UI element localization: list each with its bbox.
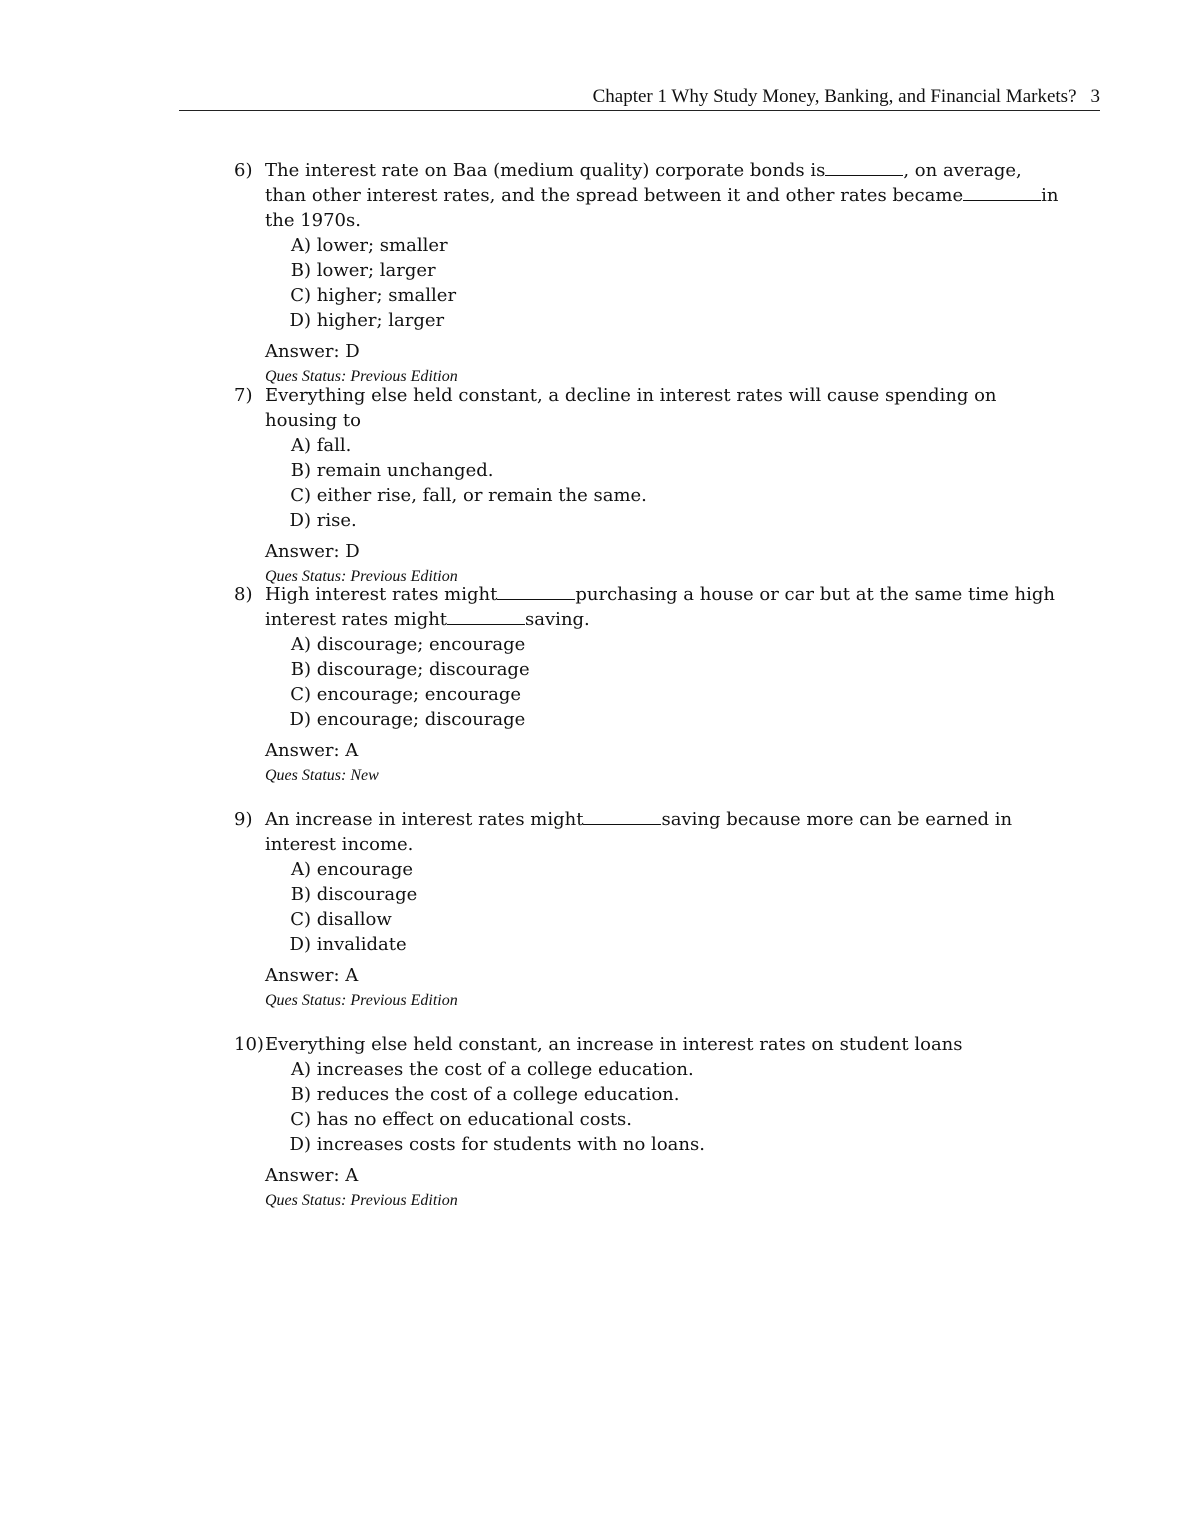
option-d: D) increases costs for students with no loans. bbox=[289, 1134, 705, 1155]
option-list bbox=[285, 857, 1064, 957]
question-7 bbox=[234, 383, 1064, 589]
question-number: 8) bbox=[234, 584, 253, 605]
option-c: C) disallow bbox=[290, 909, 392, 930]
question-status: Ques Status: Previous Edition bbox=[265, 992, 458, 1009]
answer-line: Answer: D bbox=[265, 541, 360, 562]
question-stem: High interest rates might purchasing a house or car but at the same time high interest rates might saving. bbox=[265, 584, 1055, 630]
question-stem: The interest rate on Baa (medium quality) corporate bonds is , on average, than other interest rates, and the spread between it and other rates became in the 1970s. bbox=[265, 160, 1059, 231]
question-8 bbox=[234, 582, 1064, 788]
option-c: C) encourage; encourage bbox=[290, 684, 522, 705]
option-d: D) higher; larger bbox=[289, 310, 445, 331]
option-a: A) discourage; encourage bbox=[290, 634, 526, 655]
option-a: A) encourage bbox=[290, 859, 414, 880]
running-header bbox=[179, 84, 1100, 111]
answer-line: Answer: D bbox=[265, 341, 360, 362]
option-b: B) lower; larger bbox=[290, 260, 436, 281]
header-text bbox=[179, 84, 1100, 110]
question-6 bbox=[234, 158, 1064, 389]
question-number: 6) bbox=[234, 160, 253, 181]
option-d: D) rise. bbox=[289, 510, 357, 531]
question-status: Ques Status: Previous Edition bbox=[265, 368, 458, 385]
answer-blank bbox=[825, 158, 903, 176]
question-10 bbox=[234, 1032, 1064, 1213]
page-number: 3 bbox=[1090, 86, 1100, 107]
question-9 bbox=[234, 807, 1064, 1013]
question-number: 7) bbox=[234, 385, 253, 406]
option-list bbox=[285, 433, 1064, 533]
answer-line: Answer: A bbox=[265, 740, 359, 761]
option-b: B) discourage; discourage bbox=[290, 659, 530, 680]
answer-blank bbox=[963, 183, 1041, 201]
question-status: Ques Status: Previous Edition bbox=[265, 568, 458, 585]
option-c: C) either rise, fall, or remain the same. bbox=[290, 485, 647, 506]
chapter-title: Chapter 1 Why Study Money, Banking, and Financial Markets? bbox=[592, 86, 1077, 107]
option-list bbox=[285, 1057, 1064, 1157]
option-c: C) higher; smaller bbox=[290, 285, 457, 306]
answer-line: Answer: A bbox=[265, 965, 359, 986]
question-stem: Everything else held constant, an increase in interest rates on student loans bbox=[265, 1034, 963, 1055]
question-status: Ques Status: New bbox=[265, 767, 379, 784]
question-status: Ques Status: Previous Edition bbox=[265, 1192, 458, 1209]
option-d: D) encourage; discourage bbox=[289, 709, 526, 730]
answer-line: Answer: A bbox=[265, 1165, 359, 1186]
question-stem: Everything else held constant, a decline in interest rates will cause spending on housing to bbox=[265, 385, 997, 431]
option-d: D) invalidate bbox=[289, 934, 407, 955]
option-a: A) lower; smaller bbox=[290, 235, 448, 256]
option-list bbox=[285, 233, 1064, 333]
option-b: B) discourage bbox=[290, 884, 418, 905]
answer-blank bbox=[447, 607, 525, 625]
answer-blank bbox=[497, 582, 575, 600]
option-b: B) remain unchanged. bbox=[290, 460, 494, 481]
option-list bbox=[285, 632, 1064, 732]
option-b: B) reduces the cost of a college education. bbox=[290, 1084, 680, 1105]
question-number: 9) bbox=[234, 809, 253, 830]
answer-blank bbox=[583, 807, 661, 825]
question-number: 10) bbox=[234, 1034, 264, 1055]
option-a: A) fall. bbox=[290, 435, 352, 456]
option-a: A) increases the cost of a college education. bbox=[290, 1059, 694, 1080]
question-stem: An increase in interest rates might saving because more can be earned in interest income. bbox=[265, 809, 1013, 855]
option-c: C) has no effect on educational costs. bbox=[290, 1109, 633, 1130]
